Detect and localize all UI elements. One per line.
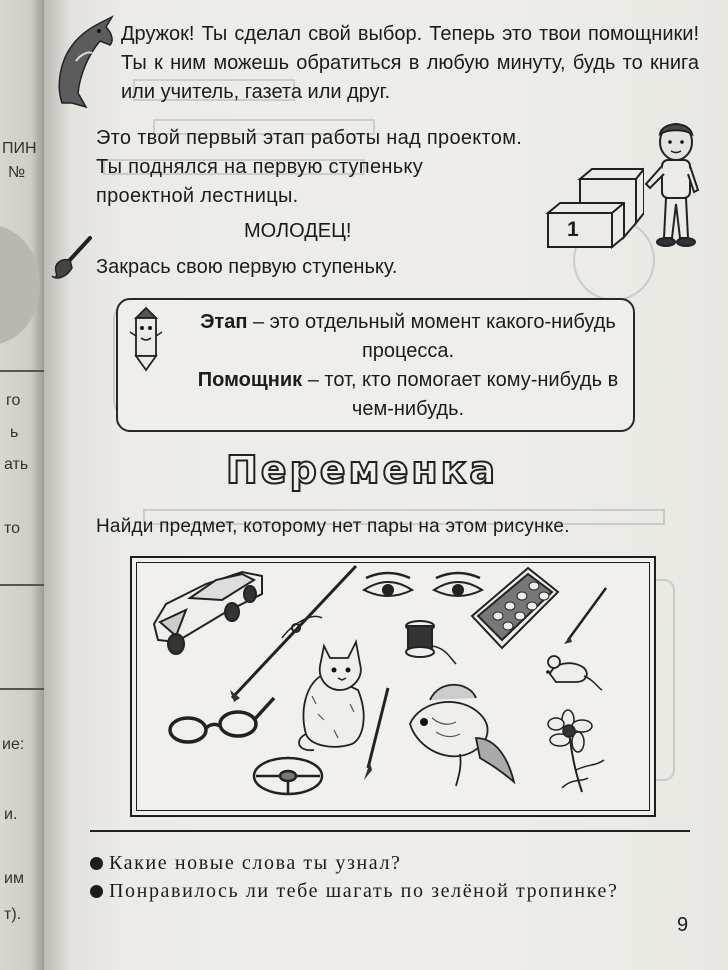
page-number: 9 <box>677 914 689 936</box>
thread-spool-icon[interactable] <box>402 618 458 668</box>
prev-divider <box>0 688 44 690</box>
previous-page-circle <box>0 225 40 345</box>
definition-etap <box>188 308 628 366</box>
pencil-character-icon <box>128 306 164 374</box>
term-etap: Этап <box>200 311 248 333</box>
steering-wheel-icon[interactable] <box>250 754 326 800</box>
question-item <box>90 852 402 875</box>
mouse-icon[interactable] <box>540 652 604 692</box>
prev-fragment: т). <box>4 906 22 923</box>
definition-box <box>116 298 635 432</box>
prev-fragment: ать <box>4 456 29 473</box>
boy-icon <box>640 120 704 250</box>
prev-fragment: ПИН <box>2 140 37 157</box>
stair-number: 1 <box>567 218 579 241</box>
flower-icon[interactable] <box>542 708 612 794</box>
question-text: Какие новые слова ты узнал? <box>109 852 402 874</box>
term-helper: Помощник <box>197 369 303 391</box>
paint-instruction: Закрась свою первую ступеньку. <box>96 256 398 278</box>
prev-fragment: ь <box>10 424 19 441</box>
bravo-heading: МОЛОДЕЦ! <box>244 220 352 242</box>
prev-divider <box>0 370 44 372</box>
prev-fragment: то <box>4 520 21 537</box>
bullet-icon <box>90 885 103 898</box>
definition-helper-text: – тот, кто помогает кому-нибудь в чем-нибудь. <box>302 369 619 420</box>
dolphin-icon <box>54 15 116 113</box>
prev-fragment: и. <box>4 806 18 823</box>
intro-paragraph: Дружок! Ты сделал свой выбор. Теперь это твои помощники! Ты к ним можешь обратиться в любую минуту, будь то книга или учитель, газета или друг. <box>121 23 699 103</box>
question-text: Понравилось ли тебе шагать по зелёной тропинке? <box>109 880 619 902</box>
break-title: Переменка <box>226 448 499 492</box>
paint-box-icon[interactable] <box>468 564 562 652</box>
previous-page-edge <box>0 0 44 970</box>
paintbrush-icon <box>50 234 94 280</box>
definition-helper <box>188 366 628 424</box>
prev-fragment: ие: <box>2 736 25 753</box>
prev-fragment: им <box>4 870 24 887</box>
prev-fragment: № <box>8 164 26 181</box>
staircase-icon <box>544 165 644 251</box>
workbook-page <box>44 0 728 970</box>
stage-paragraph: Это твой первый этап работы над проектом. Ты поднялся на первую ступеньку проектной лестницы. <box>96 127 523 207</box>
fish-icon[interactable] <box>400 678 520 788</box>
prev-divider <box>0 584 44 586</box>
divider-line <box>90 830 690 832</box>
glasses-icon[interactable] <box>166 692 276 748</box>
task-instruction: Найди предмет, которому нет пары на этом рисунке. <box>96 516 570 537</box>
question-item <box>90 880 618 903</box>
prev-fragment: го <box>6 392 21 409</box>
paint-brush-icon[interactable] <box>560 586 610 646</box>
picture-frame <box>130 556 656 817</box>
bullet-icon <box>90 857 103 870</box>
paint-brush-icon[interactable] <box>362 686 392 782</box>
definition-etap-text: – это отдельный момент какого-нибудь процесса. <box>247 311 616 362</box>
